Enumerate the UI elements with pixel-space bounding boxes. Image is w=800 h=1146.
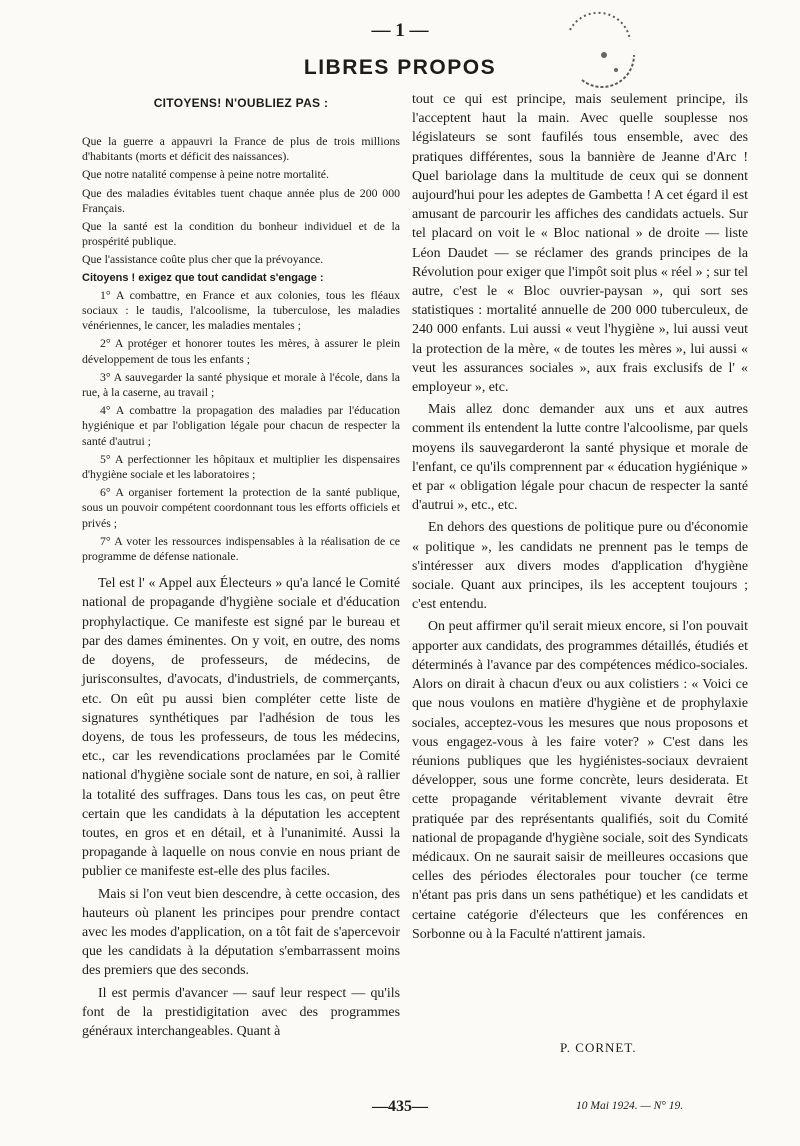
manifesto-fact: Que l'assistance coûte plus cher que la prévoyance. (82, 252, 324, 267)
right-column (412, 90, 748, 947)
manifesto-item: 1° A combattre, en France et aux colonies, tous les fléaux sociaux : le taudis, l'alcoolisme, la tuberculose, les maladies vénériennes, le cancer, les maladies mentales ; (82, 287, 400, 333)
manifesto-fact: Que des maladies évitables tuent chaque année plus de 200 000 Français. (82, 185, 400, 215)
manifesto-box (82, 134, 400, 564)
article-paragraph: tout ce qui est principe, mais seulement principe, ils l'acceptent haut la main. Avec quelle souplesse nos législateurs se sont faufilés tous ensemble, avec des pratiques différentes, sous la bannière de Jeanne d'Arc ! Quel bariolage dans la multitude de ceux qui se donnent aujourd'hui pour les adeptes de Gambetta ! A cet égard il est amusant de parcourir les affiches des candidats actuels. Sur tel placard on voit le « Bloc national » de droite — liste Léon Daudet — se réclamer des grands principes de la Révolution pour exiger que l'impôt soit plus « réel » ; sur tel autre, c'est le « Bloc ouvrier-paysan », qui sort ses statistiques : mortalité annuelle de 200 000 tuberculeux, de 240 000 enfants. Lui aussi « veut l'hygiène », lui aussi veut la protection de la mère, « de toutes les mères », lui aussi « veut les assurances sociales », aux frais exclusifs de l' « employeur », etc. (412, 92, 748, 396)
article-paragraph: Mais si l'on veut bien descendre, à cette occasion, des hauteurs où planent les principes pour prendre contact avec les modes d'application, on a tôt fait de s'apercevoir que les candidats à la députation s'embarrassent moins des premiers que des seconds. (82, 886, 400, 979)
manifesto-item: 5° A perfectionner les hôpitaux et multiplier les dispensaires d'hygiène sociale et les laboratoires ; (82, 451, 400, 482)
article-body-left (82, 574, 400, 1041)
section-subtitle: CITOYENS! N'OUBLIEZ PAS : (153, 96, 329, 110)
page-number: — 1 — (371, 20, 429, 41)
manifesto-item: 7° A voter les ressources indispensables à la réalisation de ce programme de défense nationale. (82, 533, 400, 564)
left-column (82, 96, 400, 1044)
article-paragraph: Tel est l' « Appel aux Électeurs » qu'a lancé le Comité national de propagande d'hygiène sociale et d'éducation prophylactique. Ce manifeste est signé par le bureau et par des dames éminentes. On y voit, en outre, des noms de doyens, de professeurs, de médecins, de jurisconsultes, d'avocats, d'industriels, de commerçants, etc. On eût pu aussi bien compléter cette liste de signatures synthétiques par l'adhésion de tous les doyens, de tous les professeurs, de tous les médecins, etc., car les revendications proclamées par le Comité national d'hygiène sociale sont de nature, en soi, à rallier la totalité des suffrages. Dans tous les cas, on peut être certain que les candidats à la députation les acceptent toutes, en gros et en détail, et à l'unanimité. Aussi la propagande à laquelle on nous convie en nous priant de publier ce manifeste est-elle des plus faciles. (82, 576, 400, 880)
page-title: LIBRES PROPOS (303, 56, 497, 79)
manifesto-fact: Que la santé est la condition du bonheur individuel et de la prospérité publique. (82, 219, 400, 249)
manifesto-fact: Que la guerre a appauvri la France de plus de trois millions d'habitants (morts et déficit des naissances). (82, 134, 400, 164)
article-paragraph: On peut affirmer qu'il serait mieux encore, si l'on pouvait apporter aux candidats, des programmes détaillés, étudiés et déterminés à l'avance par des compétences médico-sociales. Alors on dirait à chacun d'eux ou aux colistiers : « Voici ce que nous voulons en matière d'hygiène et de prophylaxie sociales, acceptez-vous les mesures que nous proposons et vous engagez-vous à les faire voter? » C'est dans les réunions publiques que les hygiénistes-sociaux devraient développer, sous une forme concrète, leurs desiderata. Et cette propagande véritablement vivante devrait être pratiquée par des représentants qualifiés, soit du Comité national de propagande d'hygiène sociale, soit des Syndicats médicaux. On ne saurait saisir de meilleures occasions que celles des périodes électorales pour toucher (ce terme n'étant pas pris dans un sens pathétique) et les candidats et certaine catégorie d'électeurs que les conférences en Sorbonne ou à la Faculté n'attirent jamais. (412, 619, 748, 942)
folio-number: —435— (372, 1098, 428, 1115)
manifesto-item: 6° A organiser fortement la protection de la santé publique, sous un pouvoir compétent coordonnant tous les efforts officiels et privés ; (82, 485, 400, 530)
manifesto-item: 4° A combattre la propagation des maladies par l'éducation hygiénique et par l'obligation légale pour chacun de respecter la santé d'autrui ; (82, 403, 400, 448)
manifesto-item: 2° A protéger et honorer toutes les mères, à assurer le plein développement de tous les enfants ; (82, 336, 400, 366)
article-paragraph: En dehors des questions de politique pure ou d'économie « politique », les candidats ne prennent pas le temps de s'intéresser aux divers modes d'application d'hygiène sociale. Quant aux principes, ils les acceptent toujours ; c'est entendu. (412, 520, 748, 613)
article-paragraph: Il est permis d'avancer — sauf leur respect — qu'ils font de la prestidigitation avec des programmes généraux interchangeables. Quant à (82, 985, 400, 1039)
author-signature: P. CORNET. (560, 1040, 637, 1055)
issue-date: 10 Mai 1924. — N° 19. (576, 1100, 684, 1112)
article-paragraph: Mais allez donc demander aux uns et aux autres comment ils entendent la lutte contre l'alcoolisme, par quels moyens ils sauvegarderont la santé physique et morale de l'enfant, ce qu'ils comprennent par « éducation hygiénique » et par « obligation légale pour chacun de respecter la santé d'autrui », etc., etc. (412, 402, 748, 514)
manifesto-fact: Que notre natalité compense à peine notre mortalité. (82, 167, 329, 182)
manifesto-item: 3° A sauvegarder la santé physique et morale à l'école, dans la rue, à la caserne, au travail ; (82, 369, 400, 400)
manifesto-call: Citoyens ! exigez que tout candidat s'engage : (82, 271, 324, 284)
library-stamp (560, 0, 640, 90)
